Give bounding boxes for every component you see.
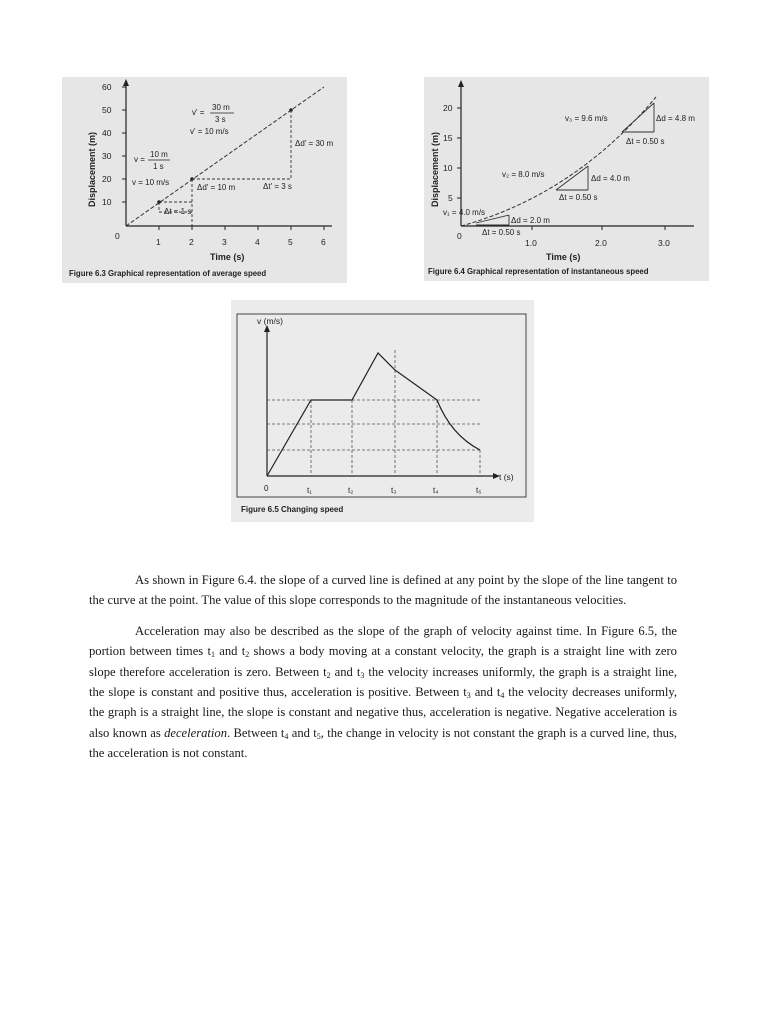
x-tick: t₁: [307, 486, 312, 495]
y-tick: 50: [102, 105, 112, 115]
paragraph: Acceleration may also be described as the slope of the graph of velocity against time. In Figure 6.5, the portion between times $t_1$ and $t_2$ shows a body moving at a constant velocity, the graph is a straight line with zero slope therefore acceleration is zero. Between $t_2$ and $t_3$ the velocity increases uniformly, the graph is a straight line, the slope is constant and positive thus, acceleration is positive. Between $t_3$ and $t_4$ the velocity decreases uniformly, the graph is a straight line, the slope is constant and negative thus, acceleration is negative. Negative acceleration is also known as deceleration. Between $t_4$ and $t_5$, the change in velocity is not constant the graph is a curved line, thus, the acceleration is not constant.: [89, 623, 677, 761]
x-tick: 6: [321, 237, 326, 247]
formula-label: v =: [134, 155, 145, 164]
formula-label: v' =: [192, 108, 205, 117]
formula-label: 1 s: [153, 162, 164, 171]
paragraph: As shown in Figure 6.4. the slope of a curved line is defined at any point by the slope of the line tangent to the curve at the point. The value of this slope corresponds to the magnitude of the instantaneous velocities.: [89, 573, 677, 608]
x-tick: 3.0: [658, 238, 670, 248]
figure-6-3: [62, 77, 347, 283]
figure-6-5: [231, 300, 534, 522]
delta-label: Δd = 4.0 m: [591, 174, 630, 183]
x-axis-label: Time (s): [210, 252, 245, 262]
y-axis-label: v (m/s): [257, 316, 283, 326]
y-tick: 15: [443, 133, 453, 143]
figure-caption: Figure 6.3 Graphical representation of average speed: [69, 269, 267, 278]
formula-label: v' = 10 m/s: [190, 127, 229, 136]
figure-caption: Figure 6.5 Changing speed: [241, 505, 344, 514]
x-tick: 1: [156, 237, 161, 247]
y-tick: 60: [102, 82, 112, 92]
delta-label: Δd' = 10 m: [197, 183, 236, 192]
displacement-curve: [461, 97, 656, 226]
emphasis: deceleration: [164, 725, 228, 740]
y-tick: 30: [102, 151, 112, 161]
x-axis-label: Time (s): [546, 252, 581, 262]
x-tick: t₂: [348, 486, 354, 495]
x-tick: t₅: [476, 486, 482, 495]
formula-label: 3 s: [215, 115, 226, 124]
figure-caption: Figure 6.4 Graphical representation of instantaneous speed: [428, 267, 649, 276]
x-tick: 3: [222, 237, 227, 247]
delta-label: Δt' = 3 s: [263, 182, 292, 191]
delta-label: Δd' = 30 m: [295, 139, 334, 148]
x-tick: t₃: [391, 486, 397, 495]
delta-label: Δt = 0.50 s: [626, 137, 665, 146]
x-tick: 0: [457, 231, 462, 241]
delta-label: Δd = 4.8 m: [656, 114, 695, 123]
x-tick: 5: [288, 237, 293, 247]
formula-label: v = 10 m/s: [132, 178, 170, 187]
y-axis-label: Displacement (m): [87, 131, 97, 207]
delta-label: Δt = 0.50 s: [559, 193, 598, 202]
velocity-label: v₁ = 4.0 m/s: [443, 208, 486, 217]
y-tick: 40: [102, 128, 112, 138]
formula-label: 10 m: [150, 150, 168, 159]
x-tick: 4: [255, 237, 260, 247]
delta-label: Δt = 0.50 s: [482, 228, 521, 237]
body-text: [89, 570, 677, 774]
y-axis-label: Displacement (m): [430, 131, 440, 207]
velocity-label: v₂ = 8.0 m/s: [502, 170, 545, 179]
y-tick: 10: [102, 197, 112, 207]
x-tick: 2: [189, 237, 194, 247]
x-tick: 0: [115, 231, 120, 241]
y-tick: 20: [443, 103, 453, 113]
x-tick: t₄: [433, 486, 439, 495]
x-tick: 0: [264, 484, 269, 493]
x-tick: 2.0: [595, 238, 607, 248]
figure-6-4: [424, 77, 709, 281]
x-tick: 1.0: [525, 238, 537, 248]
y-tick: 5: [448, 193, 453, 203]
y-tick: 10: [443, 163, 453, 173]
delta-label: Δt = 1 s: [164, 207, 192, 216]
x-axis-label: t (s): [499, 472, 514, 482]
formula-label: 30 m: [212, 103, 230, 112]
y-tick: 20: [102, 174, 112, 184]
delta-label: Δd = 2.0 m: [511, 216, 550, 225]
velocity-curve: [437, 400, 480, 450]
velocity-label: v₃ = 9.6 m/s: [565, 114, 608, 123]
